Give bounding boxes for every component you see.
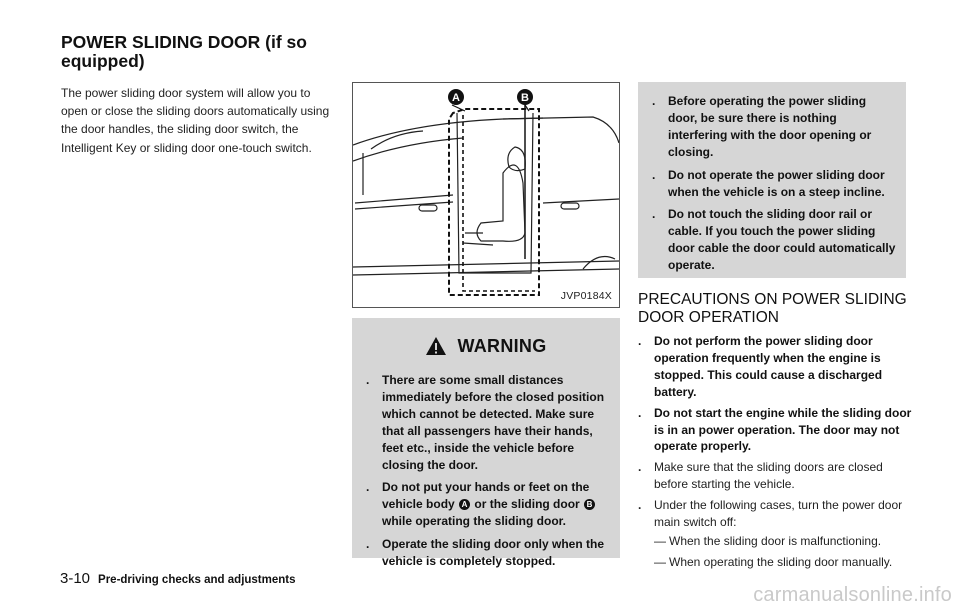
caution-item-text: Do not touch the sliding door rail or cable. If you touch the power sliding door cable the door could automatically operate. (668, 207, 896, 273)
intro-paragraph: The power sliding door system will allow you to open or close the sliding doors automatically using the door handles, the sliding door switch, the Intelligent Key or sliding door one-touch switch. (61, 86, 330, 155)
callout-a-icon (448, 89, 464, 105)
caution-item (652, 206, 896, 274)
bullet: . (652, 207, 656, 222)
precaution-item-text: Do not start the engine while the sliding door is in an power operation. The door may not operate properly. (654, 405, 912, 454)
precaution-sub-item (654, 533, 916, 550)
warning-item (366, 479, 610, 530)
callout-a-label: A (452, 92, 460, 104)
bullet: . (366, 537, 370, 552)
bullet: . (638, 498, 642, 513)
warning-item-text: There are some small distances immediately before the closed position which cannot be detected. Make sure that all passengers have their hands, feet etc., inside the vehicle before closing the door. (382, 373, 605, 472)
bullet: . (366, 480, 370, 495)
door-illustration (353, 83, 619, 307)
precaution-item-text: Make sure that the sliding doors are closed before starting the vehicle. (654, 460, 883, 492)
warning-item-text: while operating the sliding door. (382, 514, 567, 529)
precaution-item (638, 405, 916, 456)
precaution-item (638, 459, 916, 493)
door-figure (352, 82, 620, 308)
callout-b-inline-icon: B (584, 499, 595, 510)
precaution-sub-item (654, 554, 916, 571)
chapter-title: Pre-driving checks and adjustments (98, 574, 296, 586)
precaution-sub-item-text: When operating the sliding door manually. (669, 554, 893, 569)
warning-item-text: or the sliding door (474, 497, 580, 512)
dash: — (654, 554, 666, 569)
dash: — (654, 533, 666, 548)
precaution-sub-item-text: When the sliding door is malfunctioning. (669, 533, 882, 548)
precaution-item (638, 333, 916, 401)
caution-item-text: Before operating the power sliding door, be sure there is nothing interfering with the door opening or closing. (668, 94, 872, 159)
precaution-item-text: Do not perform the power sliding door operation frequently when the engine is stopped. This could cause a discharged battery. (654, 334, 883, 399)
bullet: . (652, 94, 656, 108)
precautions-list (638, 333, 916, 575)
warning-item (366, 372, 610, 473)
callout-b-label: B (521, 92, 529, 104)
bullet: . (366, 373, 370, 387)
precautions-title: PRECAUTIONS ON POWER SLIDING DOOR OPERATION (638, 291, 907, 326)
bullet: . (652, 167, 656, 182)
warning-item-text: Operate the sliding door only when the vehicle is completely stopped. (382, 537, 605, 569)
precaution-item (638, 497, 916, 571)
callout-b-icon (517, 89, 533, 105)
warning-triangle-icon (425, 336, 447, 356)
caution-item-text: Do not operate the power sliding door when the vehicle is on a steep incline. (668, 167, 885, 199)
section-title: POWER SLIDING DOOR (if so equipped) (61, 32, 307, 71)
figure-code: JVP0184X (560, 290, 612, 302)
warning-item (366, 536, 610, 570)
caution-list (652, 93, 896, 280)
callout-a-inline-icon: A (459, 499, 470, 510)
bullet: . (638, 460, 642, 475)
precaution-item-text: Under the following cases, turn the power door main switch off: (654, 498, 903, 530)
caution-box (638, 82, 906, 278)
caution-item (652, 167, 896, 201)
warning-item-text: Do not put your hands or feet on the vehicle body (382, 480, 590, 512)
bullet: . (638, 334, 642, 348)
caution-item (652, 93, 896, 161)
precaution-sub-list (654, 533, 916, 571)
page-footer (60, 570, 296, 587)
warning-title: WARNING (457, 335, 547, 356)
warning-header (352, 332, 620, 360)
bullet: . (638, 405, 642, 420)
page-number: 3-10 (60, 570, 91, 587)
warning-box (352, 318, 620, 569)
watermark: carmanualsonline.info (753, 584, 952, 606)
warning-list (366, 372, 610, 576)
